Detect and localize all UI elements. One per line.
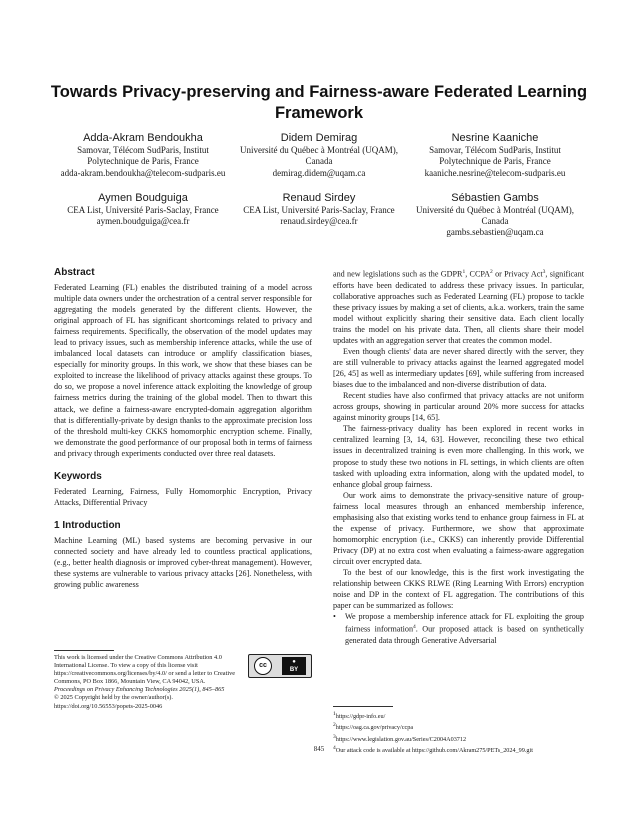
author-email: demirag.didem@uqam.ca — [272, 167, 366, 178]
by-icon: ● BY — [282, 657, 306, 675]
intro-paragraph: Our work aims to demonstrate the privacy-sensitive nature of group-fairness local measures through an enhanced membership inference, emphasising also that existing works tend to enhance group fairness in FL at the expense of privacy. Furthermore, we show that approximate homomorphic encryption (i.e., CKKS) can inherently provide Differential Privacy (DP) at no extra cost when evaluating a fairness-aware aggregation circuit over encrypted data. — [333, 490, 584, 566]
author-affiliation: CEA List, Université Paris-Saclay, France — [67, 204, 219, 215]
author-email: gambs.sebastien@uqam.ca — [446, 227, 544, 238]
footnote-divider — [333, 706, 393, 707]
introduction-heading: 1 Introduction — [54, 519, 121, 531]
left-column — [54, 267, 312, 590]
footnote-mark: 2 — [490, 269, 493, 275]
keywords-heading: Keywords — [54, 470, 102, 482]
license-text: This work is licensed under the Creative Commons Attribution 4.0 International License. To view a copy of this license visit https://creativecommons.org/licenses/by/4.0/ or send a letter to Creative Commons, PO Box 1866, Mountain View, CA 94042, USA. — [54, 654, 236, 686]
author-card — [234, 191, 404, 239]
footnote: $^4$Our attack code is available at https://github.com/Akram275/PETs_2024_99.git — [333, 745, 533, 755]
author-card — [410, 191, 580, 239]
footnote-link[interactable]: https://oag.ca.gov/privacy/ccpa — [335, 724, 414, 732]
author-block — [58, 131, 580, 239]
abstract-text: Federated Learning (FL) enables the distributed training of a model across multiple data owners under the orchestration of a central server responsible for aggregating the models generated by the different clients. However, the original approach of FL has significant shortcomings related to privacy and fairness requirements. Specifically, the observation of the model updates may lead to privacy issues, such as membership inference attacks, while the use of imbalanced local datasets can introduce or amplify classification biases, especially for minority groups. In this work, we show that these biases can be exploited to increase the likelihood of privacy attacks against these groups. To do so, we propose a novel inference attack exploiting the knowledge of group fairness metrics during the training of the global model. Then to thwart this attack, we define a fairness-aware encrypted-domain aggregation algorithm that is differentially-private by design thanks to the approximate precision loss of the threshold multi-key CKKS homomorphic encryption scheme. Finally, we demonstrate the good performance of our proposal both in terms of fairness and privacy through experiments conducted over three real datasets. — [54, 283, 312, 458]
author-name: Aymen Boudguiga — [98, 191, 188, 204]
cc-by-license-icon[interactable] — [248, 654, 312, 678]
abstract-heading: Abstract — [54, 267, 95, 278]
author-name: Adda-Akram Bendoukha — [83, 132, 203, 144]
footnote-mark: 3 — [542, 269, 546, 275]
author-card — [58, 131, 228, 179]
keywords-text: Federated Learning, Fairness, Fully Homomorphic Encryption, Privacy Attacks, Differential Privacy — [54, 486, 312, 507]
paper-title: Towards Privacy-preserving and Fairness-aware Federated Learning Framework — [50, 83, 588, 122]
intro-paragraph-continued: and new legislations such as the GDPR$^1$, CCPA$^2$ or Privacy Act$^3$, significant efforts have been dedicated to address these privacy issues. In particular, collaborative approaches such as Federated Learning (FL) propose to tackle these privacy issues by making a set of clients, a.k.a. workers, train the same model without explicitly sharing their sensitive data. Each client locally trains the model on his private data. Then, all clients share their model updates with an aggregation server that creates the common model. — [333, 269, 584, 345]
author-email: kaaniche.nesrine@telecom-sudparis.eu — [424, 167, 566, 178]
author-email: renaud.sirdey@cea.fr — [280, 216, 358, 227]
author-name: Didem Demirag — [280, 132, 358, 144]
author-card — [58, 191, 228, 239]
footnote-link[interactable]: https://www.legislation.gov.au/Series/C2004A03712 — [335, 735, 467, 743]
author-name: Renaud Sirdey — [282, 191, 356, 204]
author-affiliation: Samovar, Télécom SudParis, Institut Polytechnique de Paris, France — [77, 145, 209, 167]
footnote: $^2$https://oag.ca.gov/privacy/ccpa — [333, 722, 414, 732]
footnote-mark: 4 — [413, 624, 416, 631]
license-footer — [54, 650, 312, 711]
bullet-mark: • — [333, 612, 336, 622]
author-name: Sébastien Gambs — [451, 191, 539, 204]
footnote: $^3$https://www.legislation.gov.au/Series/C2004A03712 — [333, 733, 467, 743]
author-affiliation: Université du Québec à Montréal (UQAM), Canada — [416, 204, 574, 227]
bullet-text: We propose a membership inference attack for FL exploiting the group fairness information$^4$. Our proposed attack is based on synthetically generated data through Generative Adversarial — [345, 612, 584, 645]
footnote-text: Our attack code is available at https://github.com/Akram275/PETs_2024_99.git — [335, 747, 533, 755]
author-affiliation: Samovar, Télécom SudParis, Institut Polytechnique de Paris, France — [429, 145, 561, 167]
doi-link[interactable]: https://doi.org/10.56553/popets-2025-0046 — [54, 702, 163, 710]
author-affiliation: CEA List, Université Paris-Saclay, France — [243, 204, 395, 215]
author-affiliation: Université du Québec à Montréal (UQAM), Canada — [240, 145, 398, 167]
proceedings-line: Proceedings on Privacy Enhancing Technologies 2025(1), 845–865 — [54, 686, 225, 694]
right-column — [333, 267, 584, 646]
author-card — [410, 131, 580, 179]
intro-paragraph: Machine Learning (ML) based systems are becoming pervasive in our connected society and have already led to countless practical applications, (e.g., better health diagnosis or improved cyber-threat management). However, these systems are vulnerable to various privacy attacks [26]. Nonetheless, with growing public awareness — [54, 535, 312, 590]
intro-paragraph: Recent studies have also confirmed that privacy attacks are not uniform across groups, showing in particular around 20% more success for attacks against minority groups [14, 65]. — [333, 391, 584, 423]
intro-paragraph: To the best of our knowledge, this is the first work investigating the relationship between CKKS RLWE (Ring Learning With Errors) encryption noise and DP in the context of FL aggregation. The contributions of this paper can be summarized as follows: — [333, 567, 584, 611]
author-card — [234, 131, 404, 179]
author-name: Nesrine Kaaniche — [451, 132, 539, 144]
cc-icon: cc — [254, 657, 272, 675]
footnote-link[interactable]: https://gdpr-info.eu/ — [335, 713, 386, 721]
author-email: adda-akram.bendoukha@telecom-sudparis.eu — [60, 167, 226, 178]
footer-divider — [54, 650, 114, 651]
author-email: aymen.boudguiga@cea.fr — [96, 216, 190, 227]
contribution-bullet — [333, 611, 584, 646]
footnote-mark: 1 — [462, 269, 466, 275]
intro-paragraph: The fairness-privacy duality has been explored in recent works in centralized learning [3, 14, 63]. However, reconciling these two ethical issues in decentralized training is even more challenging. In this work, we propose to study these two notions in FL settings, in which clients are often tasked with uploading extra information, along with the updated model, to enhance global group fairness. — [333, 424, 584, 489]
page-number: 845 — [313, 745, 325, 753]
footnote: $^1$https://gdpr-info.eu/ — [333, 711, 386, 721]
intro-paragraph: Even though clients' data are never shared directly with the server, they are still vulnerable to privacy attacks against the learned aggregated model [26, 45] as well as intermediary updates [69], while suffering from increased biases due to the imbalanced and non-diverse distribution of data. — [333, 347, 584, 390]
copyright-line: © 2025 Copyright held by the owner/author(s). — [54, 694, 173, 702]
